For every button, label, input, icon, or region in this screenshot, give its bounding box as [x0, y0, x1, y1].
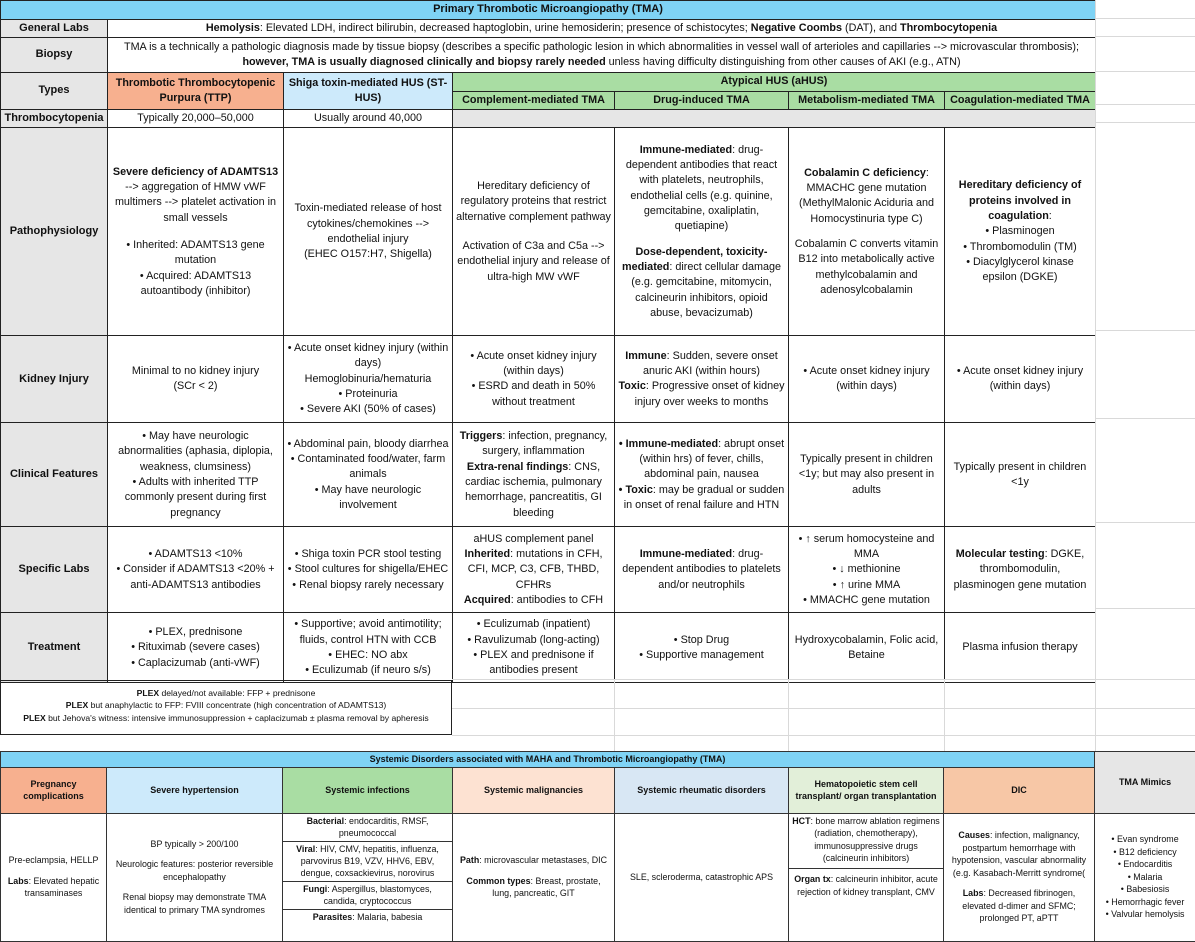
header-hypertension: Severe hypertension [107, 767, 283, 813]
treatment-drug: • Stop Drug • Supportive management [615, 613, 789, 683]
clinical-coagulation: Typically present in children <1y [945, 423, 1096, 527]
grid-line [1095, 608, 1195, 609]
kidney-complement: • Acute onset kidney injury (within days) • ESRD and death in 50% without treatment [453, 336, 615, 423]
labs-st: • Shiga toxin PCR stool testing • Stool cultures for shigella/EHEC • Renal biopsy rarely necessary [284, 527, 453, 613]
labs-metabolism: • ↑ serum homocysteine and MMA • ↓ methionine • ↑ urine MMA • MMACHC gene mutation [789, 527, 945, 613]
type-st-hus-header: Shiga toxin-mediated HUS (ST-HUS) [284, 73, 453, 110]
thrombo-ahus-empty [453, 109, 1096, 128]
patho-coagulation: Hereditary deficiency of proteins involved in coagulation: • Plasminogen • Thrombomodulin (TM) • Diacylglycerol kinase epsilon (DGKE) [945, 128, 1096, 336]
list-item: • Valvular hemolysis [1105, 909, 1185, 920]
treatment-st: • Supportive; avoid antimotility; fluids, control HTN with CCB • EHEC: NO abx • Eculizumab (if neuro s/s) [284, 613, 453, 683]
header-rheumatic: Systemic rheumatic disorders [615, 767, 789, 813]
type-drug-header: Drug-induced TMA [615, 91, 789, 109]
row-header-pathophysiology: Pathophysiology [1, 128, 108, 336]
general-labs-cell: Hemolysis: Elevated LDH, indirect bilirubin, decreased haptoglobin, urine hemosiderin; presence of schistocytes; Negative Coombs (DAT), and Thrombocytopenia [108, 19, 1096, 38]
patho-ttp: Severe deficiency of ADAMTS13 --> aggregation of HMW vWF multimers --> platelet activation in small vessels • Inherited: ADAMTS13 gene mutation • Acquired: ADAMTS13 autoantibody (inhibitor) [108, 128, 284, 336]
kidney-st: • Acute onset kidney injury (within days) Hemoglobinuria/hematuria • Proteinuria • Severe AKI (50% of cases) [284, 336, 453, 423]
row-header-clinical-features: Clinical Features [1, 423, 108, 527]
labs-ttp: • ADAMTS13 <10% • Consider if ADAMTS13 <20% + anti-ADAMTS13 antibodies [108, 527, 284, 613]
plex-footnote: PLEX delayed/not available: FFP + prednisone PLEX but anaphylactic to FFP: FVIII concentrate (high concentration of ADAMTS13) PLEX but Jehova's witness: intensive immunosuppression + caplacizumab ± plasma removal by apheresis [0, 680, 452, 735]
grid-line [1095, 330, 1195, 331]
list-item: • Evan syndrome [1111, 834, 1179, 845]
list-item: • Babesiosis [1120, 884, 1170, 895]
labs-coagulation: Molecular testing: DGKE, thrombomodulin, plasminogen gene mutation [945, 527, 1096, 613]
labs-drug: Immune-mediated: drug-dependent antibodies to platelets and/or neutrophils [615, 527, 789, 613]
grid-line [944, 679, 945, 751]
list-item: • Endocarditis [1117, 859, 1173, 870]
treatment-coagulation: Plasma infusion therapy [945, 613, 1096, 683]
treatment-complement: • Eculizumab (inpatient) • Ravulizumab (long-acting) • PLEX and prednisone if antibodies present [453, 613, 615, 683]
header-transplant: Hematopoietic stem cell transplant/ organ transplantation [789, 767, 944, 813]
transplant-cell: HCT: bone marrow ablation regimens (radiation, chemotherapy), immunosuppressive drugs (calcineurin inhibitors) Organ tx: calcineurin inhibitor, acute rejection of kidney transplant, CMV [789, 813, 944, 941]
type-coagulation-header: Coagulation-mediated TMA [945, 91, 1096, 109]
malignancies-cell: Path: microvascular metastases, DIC Common types: Breast, prostate, lung, pancreatic, GIT [453, 813, 615, 941]
list-item: • B12 deficiency [1113, 846, 1177, 857]
grid-line [452, 708, 1195, 709]
grid-line [1095, 522, 1195, 523]
patho-complement: Hereditary deficiency of regulatory proteins that restrict alternative complement pathway Activation of C3a and C5a --> endothelial injury and release of ultra-high MW vWF [453, 128, 615, 336]
row-header-kidney-injury: Kidney Injury [1, 336, 108, 423]
kidney-ttp: Minimal to no kidney injury (SCr < 2) [108, 336, 284, 423]
patho-st: Toxin-mediated release of host cytokines/chemokines --> endothelial injury (EHEC O157:H7, Shigella) [284, 128, 453, 336]
clinical-st: • Abdominal pain, bloody diarrhea • Contaminated food/water, farm animals • May have neurologic involvement [284, 423, 453, 527]
grid-line [1095, 104, 1195, 105]
header-dic: DIC [944, 767, 1095, 813]
row-header-general-labs: General Labs [1, 19, 108, 38]
infections-cell: Bacterial: endocarditis, RMSF, pneumococcal Viral: HIV, CMV, hepatitis, influenza, parvovirus B19, VZV, HHV6, EBV, dengue, coxsackievirus, norovirus Fungi: Aspergillus, blastomyces, candida, cryptococcus Parasites: Malaria, babesia [283, 813, 453, 941]
grid-line [452, 735, 1195, 736]
grid-line [452, 679, 1195, 680]
list-item: • Hemorrhagic fever [1105, 896, 1185, 907]
kidney-coagulation: • Acute onset kidney injury (within days) [945, 336, 1096, 423]
biopsy-cell: TMA is a technically a pathologic diagnosis made by tissue biopsy (describes a specific pathologic lesion in which abnormalities in vessel wall of arterioles and capillaries --> microvascular thrombosis); however, TMA is usually diagnosed clinically and biopsy rarely needed unless having difficulty distinguishing from other causes of AKI (e.g., ATN) [108, 38, 1096, 73]
grid-line [1095, 0, 1096, 751]
kidney-metabolism: • Acute onset kidney injury (within days) [789, 336, 945, 423]
row-header-specific-labs: Specific Labs [1, 527, 108, 613]
grid-line [1095, 18, 1195, 19]
primary-tma-title: Primary Thrombotic Microangiopathy (TMA) [1, 1, 1096, 20]
rheumatic-cell: SLE, scleroderma, catastrophic APS [615, 813, 789, 941]
clinical-drug: • Immune-mediated: abrupt onset (within hrs) of fever, chills, abdominal pain, nausea • Toxic: may be gradual or sudden in onset of renal failure and HTN [615, 423, 789, 527]
header-malignancies: Systemic malignancies [453, 767, 615, 813]
thrombo-st: Usually around 40,000 [284, 109, 453, 128]
clinical-metabolism: Typically present in children <1y; but may also present in adults [789, 423, 945, 527]
systemic-disorders-table [0, 751, 1195, 942]
grid-line [1095, 36, 1195, 37]
row-header-thrombocytopenia: Thrombocytopenia [1, 109, 108, 128]
header-tma-mimics: TMA Mimics [1095, 752, 1195, 814]
hypertension-cell: BP typically > 200/100 Neurologic features: posterior reversible encephalopathy Renal biopsy may demonstrate TMA identical to primary TMA syndromes [107, 813, 283, 941]
header-infections: Systemic infections [283, 767, 453, 813]
clinical-ttp: • May have neurologic abnormalities (aphasia, diplopia, weakness, clumsiness) • Adults with inherited TTP commonly present during first pregnancy [108, 423, 284, 527]
dic-cell: Causes: infection, malignancy, postpartum hemorrhage with hypotension, vascular abnormality (e.g. Kasabach-Merritt syndrome( Labs: Decreased fibrinogen, elevated d-dimer and SFMC; prolonged PT, aPTT [944, 813, 1095, 941]
type-metabolism-header: Metabolism-mediated TMA [789, 91, 945, 109]
labs-complement: aHUS complement panel Inherited: mutations in CFH, CFI, MCP, C3, CFB, THBD, CFHRs Acquired: antibodies to CFH [453, 527, 615, 613]
grid-line [1095, 71, 1195, 72]
row-header-treatment: Treatment [1, 613, 108, 683]
type-ttp-header: Thrombotic Thrombocytopenic Purpura (TTP) [108, 73, 284, 110]
grid-line [1095, 418, 1195, 419]
pregnancy-cell: Pre-eclampsia, HELLP Labs: Elevated hepatic transaminases [1, 813, 107, 941]
clinical-complement: Triggers: infection, pregnancy, surgery, inflammation Extra-renal findings: CNS, cardiac ischemia, pulmonary hemorrhage, pancreatitis, GI bleeding [453, 423, 615, 527]
grid-line [788, 679, 789, 751]
treatment-metabolism: Hydroxycobalamin, Folic acid, Betaine [789, 613, 945, 683]
row-header-types: Types [1, 73, 108, 110]
type-ahus-header: Atypical HUS (aHUS) [453, 73, 1096, 91]
header-pregnancy: Pregnancy complications [1, 767, 107, 813]
grid-line [1095, 122, 1195, 123]
patho-metabolism: Cobalamin C deficiency: MMACHC gene mutation (MethylMalonic Aciduria and Homocystinuria type C) Cobalamin C converts vitamin B12 into metabolically active methylcobalamin and adenosylcobalamin [789, 128, 945, 336]
kidney-drug: Immune: Sudden, severe onset anuric AKI (within hours) Toxic: Progressive onset of kidney injury over weeks to months [615, 336, 789, 423]
grid-line [614, 679, 615, 751]
patho-drug: Immune-mediated: drug-dependent antibodies that react with platelets, neutrophils, endothelial cells (e.g. quinine, gemcitabine, oxaliplatin, quetiapine) Dose-dependent, toxicity-mediated: direct cellular damage (e.g. gemcitabine, mitomycin, calcineurin inhibitors, opioid abuse, bevacizumab) [615, 128, 789, 336]
treatment-ttp: • PLEX, prednisone • Rituximab (severe cases) • Caplacizumab (anti-vWF) [108, 613, 284, 683]
list-item: • Malaria [1127, 871, 1163, 882]
mimics-cell [1095, 813, 1195, 941]
systemic-title: Systemic Disorders associated with MAHA and Thrombotic Microangiopathy (TMA) [1, 752, 1095, 768]
thrombo-ttp: Typically 20,000–50,000 [108, 109, 284, 128]
row-header-biopsy: Biopsy [1, 38, 108, 73]
type-complement-header: Complement-mediated TMA [453, 91, 615, 109]
